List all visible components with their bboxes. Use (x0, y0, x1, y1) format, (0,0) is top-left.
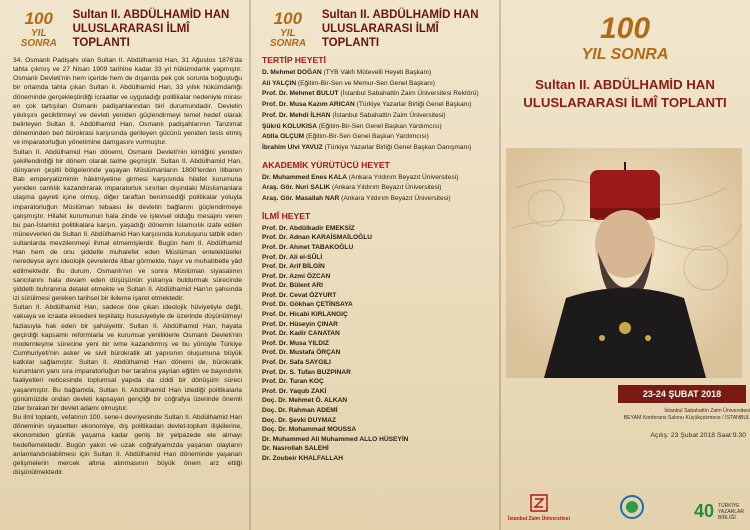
member-row (262, 262, 492, 272)
member-row (262, 320, 492, 330)
member-row (262, 79, 492, 90)
university-logo (508, 492, 570, 522)
logo-yil-sonra: YIL SONRA (269, 27, 306, 49)
event-date-badge: 23-24 ŞUBAT 2018 (618, 385, 746, 403)
member-name: Dr. Muhammed Ali Muhammed ALLO HÜSEYİN (262, 435, 409, 443)
member-name: Doç. Dr. Mohammad MOUSSA (262, 426, 357, 434)
member-name: Prof. Dr. Adnan KARAİSMAİLOĞLU (262, 234, 373, 242)
member-name: Prof. Dr. Musa Kazım ARICAN (262, 101, 355, 109)
member-name: Doç. Dr. Mehmet Ö. ALKAN (262, 397, 348, 405)
panel-header (262, 6, 492, 52)
member-role: (Ankara Yıldırım Beyazıt Üniversitesi) (341, 195, 451, 203)
member-name: Prof. Dr. Hicabi KIRLANGIÇ (262, 311, 348, 319)
tyb-line1: TÜRKİYE (717, 502, 740, 509)
logo-number: 100 (24, 8, 53, 28)
member-row (262, 243, 492, 253)
university-name: İstanbul Zaim Üniversitesi (508, 516, 570, 522)
event-logo (13, 10, 65, 49)
member-name: Prof. Dr. S. Tufan BUZPINAR (262, 368, 351, 376)
event-title (322, 8, 492, 50)
member-name: Doç. Dr. Rahman ADEMİ (262, 407, 338, 415)
member-row (262, 329, 492, 339)
member-row (262, 89, 492, 100)
committees-panel (250, 0, 500, 530)
member-role: (Türkiye Yazarlar Birliği Genel Başkanı) (356, 101, 472, 109)
event-logo (262, 10, 314, 49)
tyb-line2: YAZARLAR (717, 508, 744, 515)
panel-header (13, 6, 242, 52)
union-logo (619, 494, 645, 522)
member-name: Prof. Dr. Turan KOÇ (262, 378, 324, 386)
member-name: D. Mehmet DOĞAN (262, 69, 322, 76)
member-name: Şükrü KOLUKISA (262, 122, 317, 130)
intro-panel (0, 0, 250, 530)
member-role: (İstanbul Sabahattin Zaim Üniversitesi Rektörü) (340, 90, 479, 98)
member-name: Prof. Dr. Musa YILDIZ (262, 339, 329, 347)
venue (600, 408, 750, 422)
member-name: Prof. Dr. Hüseyin ÇINAR (262, 320, 338, 328)
member-row (262, 348, 492, 358)
tertip-list (262, 68, 492, 154)
event-title-line2: ULUSLARARASI İLMÎ TOPLANTI (321, 23, 439, 49)
member-row (262, 253, 492, 263)
member-name: Prof. Dr. Azmi ÖZCAN (262, 272, 331, 280)
member-name: Dr. Zoubeir KHALFALLAH (262, 454, 343, 462)
event-title (73, 8, 242, 50)
member-row (262, 143, 492, 154)
member-name: Dr. Nasrollah SALEHİ (262, 445, 329, 453)
member-role: (İstanbul Sabahattin Zaim Üniversitesi) (332, 111, 446, 119)
member-name: Ali YALÇIN (262, 79, 297, 87)
member-name: Prof. Dr. Bülent ARI (262, 282, 323, 290)
member-name: Dr. Muhammed Enes KALA (262, 173, 348, 181)
member-row (262, 183, 492, 194)
union-emblem-icon (619, 494, 645, 520)
intro-paragraph: 34. Osmanlı Padişahı olan Sultan II. Abdülhamid Han, 31 Ağustos 1876'da tahta çıkmış ve 27 Nisan 1909 tarihine kadar 33 yıl hükümdarlık yapmıştır. Osmanlı Devleti'nin hem içeride hem de dışarıda pek çok sorunla boğuştuğu bir ortamda tahta çıkan Sultan II. Abdülhamid Han, 33 yıllık hükümdarlığı döneminde gerçekleştirdiği icraatlar ve uyguladığı politikalar nedeniyle mirası en çok tartışılan Osmanlı padişahlarından biri durumundadır. Devletin yıkılışını geciktirmeyi ve devleti yeniden güçlendirmeyi temel hedef olarak belirleyen Sultan II. Abdülhamid Han, Osmanlı padişahlarının Tanzimat döneminden beri bürokrasi karşısında gerileyen gücünü yeniden tesis etmiş ve imparatorluğun yönetimine damgasını vurmuştur. (13, 57, 242, 147)
member-row (262, 68, 492, 79)
logo-yil-sonra: YIL SONRA (20, 27, 57, 49)
intro-paragraph: Sultan II. Abdülhamid Han, sadece öne çıkan ideolojik hüviyetiyle değil, vakıaya ve icraata eksedeni teşkilatçı hususiyetiyle de üzerinde düşünülmeyi fazlasıyla hak eden bir şahsiyettir. Sultan II. Abdülhamid Han, hayata geçirdiği kapsamlı reformlarla ve kurumsal yeniliklerle Osmanlı Devleti'nin modernleşme sürecine yeni bir ivme kazandırmış ve bu yönüyle Türkiye Cumhuriyeti'nin asker ve sivil bürokratik alt yapısının oluşumuna büyük katkılar sağlamıştır. Sultan II. Abdülhamid Han dönemi de, bürokratik kurumların yanı sıra imparatorluğun her tarafına yayılan eğitim ve bayındırlık faaliyetleri neticesinde toplumsal yapıda da ciddi bir dönüşüm süreci yaşanmıştır. Bu bağlamda, Sultan II. Abdülhamid Han izlediği politikalarla günümüzde ondan devleti kapsayan gençliği bir coğrafya üzerinde önemli izler bırakan bir devlet adamı olmuştur. (13, 304, 242, 412)
tyb-line3: BİRLİĞİ (717, 514, 736, 521)
akademik-heading: AKADEMİK YÜRÜTÜCÜ HEYET (262, 159, 390, 170)
member-role: (Eğitim-Bir-Sen Genel Başkan Yardımcısı) (318, 122, 442, 130)
member-row (262, 339, 492, 349)
sultan-portrait (506, 148, 742, 378)
member-name: İbrahim Ulvi YAVUZ (262, 143, 323, 151)
member-row (262, 122, 492, 133)
member-name: Prof. Dr. Abdülkadir EMEKSİZ (262, 224, 355, 232)
member-row (262, 368, 492, 378)
event-title-line1: Sultan II. ABDÜLHAMİD HAN (321, 9, 479, 21)
intro-paragraph: Bu ilmî toplantı, vefatının 100. sene-i devriyesinde Sultan II. Abdülhamid Han döneminin siyasetten ekonomiye, dış politikadan devlet-toplum ilişkilerine, ekonomiden günlük yaşama kadar geniş bir yelpazede ele almayı hedeflemektedir. Bugün yakın ve uzak coğrafyamızda yaşanan olayların anlamlandırılabilmesi için Sultan II. Abdülhamid Han döneminde yaşanan gelişmelerin mercek altına alınmasının büyük önem arz ettiği düşünülmektedir. (13, 414, 242, 477)
member-row (262, 454, 492, 464)
member-role: (Eğitim-Bir-Sen Genel Başkan Yardımcısı) (305, 133, 429, 141)
member-row (262, 291, 492, 301)
member-row (262, 111, 492, 122)
intro-paragraph: Sultan II. Abdülhamid Han dönemi, Osmanlı Devleti'nin kimliğini yeniden şekillendirdiği bir dönem olarak tarihe geçmiştir. Sultan II. Abdülhamid Han, dünyanın çeşitli bölgelerinde yaşayan Müslümanların 1800'lerden itibaren Batı emperyalizminin hâkimiyetine girmesi karşısında hilafet kurumuna yeniden canlılık kazandırarak imparatorluk sınırları dışındaki Müslümanlara ulaşma gayreti içine olmuş, diğer taraftan benimsediği politikalar yoluyla imparatorluğun Müslüman tebaası ile devletin bağlarını güçlendirmeye çalışmıştır. Hilafet kurumunun hala zinde ve işlevsel olduğu mesajını veren bu pan-İslamist politikalara karşın, yaşadığı dönemin İslamcılık izafe edilen münevverleri de Sultan II. Abdülhamid Han karşısında kuruluşunu tatbik eden sultanlarda mevzilenmeyi ihmal etmemişlerdir. Bugün hem II. Abdülhamid Han hem de onu şiddetle muhalefet eden Müslüman entelektüeller neredeyse aynı ideolojik çevrelerde itibar görmekte, hayır ve muhabbetle yâd edilmektedir. Bu durum, Osmanlı'nın ve sonra Müslüman siyasalının sancılarını hala devam eden düşüşünün yukarıya buldurmak sürecinde şiddetli buhranına detalet etmekte ve Sultan II. Abdülhamid Han'ın şahsında izi sürülmesi gereken tarihsel bir ikileme işaret etmektedir. (13, 148, 242, 303)
member-row (262, 224, 492, 234)
hero-yil-sonra: YIL SONRA (581, 46, 669, 63)
university-emblem-icon (528, 492, 550, 514)
venue-line2: BEYAM Konferans Salonu Küçükçekmece / İSTANBUL (623, 415, 750, 421)
member-role: (Türkiye Yazarlar Birliği Genel Başkan Danışmanı) (324, 143, 472, 151)
tyb-logo (694, 501, 744, 522)
member-row (262, 272, 492, 282)
hero-title (508, 76, 742, 112)
member-row (262, 100, 492, 111)
event-title-line2: ULUSLARARASI İLMÎ TOPLANTI (72, 23, 190, 49)
member-name: Prof. Dr. Ahmet TABAKOĞLU (262, 243, 354, 251)
tyb-years: 40 (693, 501, 714, 521)
member-name: Araş. Gör. Masallah NAR (262, 195, 340, 203)
opening-time: Açılış: 23 Şubat 2018 Saat:9.30 (650, 432, 746, 439)
member-name: Araş. Gör. Nuri SALIK (262, 184, 331, 192)
member-name: Prof. Dr. Ali el-SÛLİ (262, 253, 323, 261)
cover-panel (500, 0, 750, 530)
member-row (262, 377, 492, 387)
member-row (262, 406, 492, 416)
member-row (262, 435, 492, 445)
member-name: Prof. Dr. Cevat ÖZYURT (262, 291, 337, 299)
sponsor-logos (508, 460, 744, 522)
member-name: Prof. Dr. Arif BİLGİN (262, 263, 325, 271)
member-role: (Eğitim-Bir-Sen ve Memur-Sen Genel Başkanı) (297, 79, 435, 87)
member-name: Doç. Dr. Şevki DUYMAZ (262, 416, 337, 424)
hero-title-line2: ULUSLARARASI İLMÎ TOPLANTI (523, 95, 727, 110)
member-row (262, 194, 492, 205)
member-row (262, 310, 492, 320)
ilmi-heading: İLMÎ HEYET (262, 210, 311, 221)
member-name: Prof. Dr. Kadir CANATAN (262, 330, 340, 338)
member-name: Atilla OLÇUM (262, 133, 305, 141)
member-row (262, 132, 492, 143)
intro-text (13, 56, 242, 477)
venue-line1: İstanbul Sabahattin Zaim Üniversitesi (664, 408, 750, 414)
hero-title-line1: Sultan II. ABDÜLHAMİD HAN (535, 77, 715, 92)
akademik-list (262, 173, 492, 205)
member-row (262, 358, 492, 368)
member-role: (Ankara Yıldırım Beyazıt Üniversitesi) (348, 173, 459, 181)
member-name: Prof. Dr. Safa SAYGILI (262, 359, 332, 367)
event-title-line1: Sultan II. ABDÜLHAMİD HAN (72, 9, 230, 21)
member-row (262, 173, 492, 184)
member-row (262, 281, 492, 291)
member-row (262, 387, 492, 397)
member-role: (TYB Vakfı Mütevelli Heyeti Başkanı) (323, 69, 432, 76)
member-row (262, 300, 492, 310)
member-row (262, 396, 492, 406)
member-name: Prof. Dr. Yaqub ZAKİ (262, 387, 327, 395)
logo-number: 100 (273, 8, 303, 28)
member-row (262, 444, 492, 454)
member-name: Prof. Dr. Mehmet BULUT (262, 90, 339, 98)
member-name: Prof. Dr. Mustafa ÖRÇAN (262, 349, 341, 357)
member-row (262, 233, 492, 243)
hero-number: 100 (599, 12, 651, 45)
member-role: (Ankara Yıldırım Beyazıt Üniversitesi) (332, 184, 442, 192)
tertip-heading: TERTİP HEYETİ (262, 55, 326, 65)
member-name: Prof. Dr. Mehdi İLHAN (262, 111, 331, 119)
member-row (262, 425, 492, 435)
ilmi-list (262, 224, 492, 464)
member-row (262, 416, 492, 426)
member-name: Prof. Dr. Gökhan ÇETİNSAYA (262, 301, 353, 309)
